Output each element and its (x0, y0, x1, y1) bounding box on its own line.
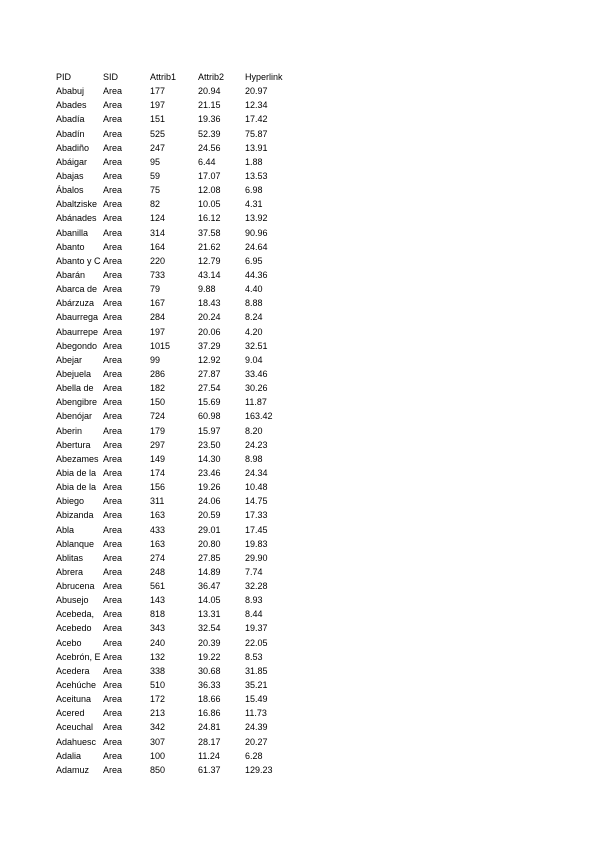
cell-attrib1: 163 (150, 510, 166, 521)
cell-attrib1: 82 (150, 199, 161, 210)
cell-attrib2: 23.50 (198, 439, 221, 450)
cell-attrib2: 20.94 (198, 86, 221, 97)
cell-attrib2: 19.26 (198, 482, 221, 493)
cell-hyperlink: 17.42 (245, 114, 268, 125)
cell-pid: Abarán (56, 269, 86, 280)
cell-attrib1: 342 (150, 722, 166, 733)
cell-pid: Abusejo (56, 595, 89, 606)
header-attrib2: Attrib2 (198, 72, 225, 82)
cell-hyperlink: 14.75 (245, 496, 268, 507)
cell-hyperlink: 32.28 (245, 581, 268, 592)
cell-attrib2: 13.31 (198, 609, 221, 620)
cell-hyperlink: 1.88 (245, 156, 263, 167)
cell-sid: Area (103, 651, 123, 662)
cell-attrib1: 149 (150, 453, 166, 464)
cell-pid: Acebedo (56, 623, 92, 634)
header-attrib1: Attrib1 (150, 72, 177, 82)
cell-hyperlink: 75.87 (245, 128, 268, 139)
cell-attrib1: 850 (150, 764, 166, 775)
cell-attrib2: 24.06 (198, 496, 221, 507)
cell-attrib2: 20.24 (198, 312, 221, 323)
cell-attrib1: 143 (150, 595, 166, 606)
cell-sid: Area (103, 142, 123, 153)
cell-sid: Area (103, 680, 123, 691)
cell-sid: Area (103, 269, 123, 280)
cell-sid: Area (103, 694, 123, 705)
cell-hyperlink: 24.23 (245, 439, 268, 450)
cell-attrib2: 12.92 (198, 354, 221, 365)
cell-attrib1: 240 (150, 637, 166, 648)
cell-attrib2: 21.15 (198, 100, 221, 111)
cell-hyperlink: 11.87 (245, 397, 267, 408)
cell-hyperlink: 4.40 (245, 284, 263, 295)
cell-attrib2: 10.05 (198, 199, 221, 210)
cell-sid: Area (103, 637, 123, 648)
cell-attrib2: 20.39 (198, 637, 221, 648)
cell-sid: Area (103, 595, 123, 606)
cell-pid: Abanilla (56, 227, 89, 238)
cell-hyperlink: 13.53 (245, 170, 268, 181)
cell-pid: Abejuela (56, 368, 92, 379)
cell-pid: Acered (56, 708, 85, 719)
cell-pid: Abezames (56, 453, 99, 464)
cell-sid: Area (103, 298, 123, 309)
cell-attrib2: 17.07 (198, 170, 221, 181)
cell-sid: Area (103, 227, 123, 238)
cell-pid: Ablanque (56, 538, 95, 549)
cell-sid: Area (103, 383, 123, 394)
cell-sid: Area (103, 467, 123, 478)
cell-pid: Abades (56, 100, 87, 111)
cell-pid: Acebrón, E (56, 651, 101, 662)
cell-attrib1: 561 (150, 581, 166, 592)
cell-attrib1: 247 (150, 142, 166, 153)
cell-sid: Area (103, 340, 123, 351)
cell-attrib1: 156 (150, 482, 166, 493)
cell-sid: Area (103, 241, 123, 252)
cell-attrib2: 15.97 (198, 425, 221, 436)
cell-attrib2: 36.33 (198, 680, 221, 691)
cell-sid: Area (103, 156, 123, 167)
cell-hyperlink: 13.92 (245, 213, 268, 224)
cell-hyperlink: 8.93 (245, 595, 263, 606)
cell-pid: Abáigar (56, 156, 88, 167)
cell-hyperlink: 7.74 (245, 566, 263, 577)
cell-hyperlink: 33.46 (245, 368, 268, 379)
cell-sid: Area (103, 86, 123, 97)
cell-hyperlink: 4.20 (245, 326, 263, 337)
cell-attrib2: 37.29 (198, 340, 221, 351)
cell-pid: Ababuj (56, 86, 85, 97)
cell-hyperlink: 6.28 (245, 750, 263, 761)
header-pid: PID (56, 72, 72, 82)
cell-hyperlink: 44.36 (245, 269, 268, 280)
cell-hyperlink: 19.83 (245, 538, 268, 549)
cell-pid: Abadín (56, 128, 85, 139)
cell-sid: Area (103, 326, 123, 337)
cell-pid: Acebo (56, 637, 82, 648)
cell-attrib1: 213 (150, 708, 166, 719)
cell-pid: Aceuchal (56, 722, 94, 733)
cell-sid: Area (103, 100, 123, 111)
cell-pid: Abla (56, 524, 75, 535)
cell-hyperlink: 4.31 (245, 199, 263, 210)
cell-sid: Area (103, 213, 123, 224)
cell-sid: Area (103, 538, 123, 549)
cell-attrib2: 52.39 (198, 128, 221, 139)
cell-attrib2: 37.58 (198, 227, 221, 238)
cell-attrib2: 15.69 (198, 397, 221, 408)
cell-sid: Area (103, 453, 123, 464)
cell-pid: Abrucena (56, 581, 95, 592)
cell-attrib2: 27.85 (198, 552, 221, 563)
cell-attrib1: 59 (150, 170, 161, 181)
cell-pid: Abenójar (56, 411, 93, 422)
cell-attrib1: 274 (150, 552, 166, 563)
cell-hyperlink: 11.73 (245, 708, 267, 719)
cell-pid: Abánades (56, 213, 97, 224)
cell-attrib1: 151 (150, 114, 166, 125)
cell-pid: Acedera (56, 665, 90, 676)
cell-attrib2: 36.47 (198, 581, 221, 592)
cell-pid: Abegondo (56, 340, 98, 351)
cell-attrib1: 79 (150, 284, 161, 295)
cell-hyperlink: 8.88 (245, 298, 263, 309)
cell-attrib2: 16.12 (198, 213, 221, 224)
cell-hyperlink: 24.34 (245, 467, 268, 478)
cell-attrib2: 12.79 (198, 255, 221, 266)
cell-attrib1: 1015 (150, 340, 171, 351)
cell-pid: Abejar (56, 354, 83, 365)
cell-pid: Abia de la (56, 482, 97, 493)
cell-sid: Area (103, 581, 123, 592)
cell-attrib1: 220 (150, 255, 166, 266)
cell-attrib1: 95 (150, 156, 161, 167)
cell-attrib2: 20.06 (198, 326, 221, 337)
cell-pid: Acehúche (56, 680, 97, 691)
cell-sid: Area (103, 510, 123, 521)
cell-sid: Area (103, 199, 123, 210)
cell-pid: Abadía (56, 114, 85, 125)
cell-attrib1: 174 (150, 467, 166, 478)
cell-pid: Acebeda, (56, 609, 95, 620)
cell-attrib1: 724 (150, 411, 166, 422)
cell-attrib2: 14.05 (198, 595, 221, 606)
cell-pid: Abarca de (56, 284, 98, 295)
cell-attrib1: 75 (150, 185, 161, 196)
cell-attrib2: 61.37 (198, 764, 221, 775)
cell-attrib2: 32.54 (198, 623, 221, 634)
cell-attrib1: 100 (150, 750, 166, 761)
cell-hyperlink: 9.04 (245, 354, 263, 365)
cell-attrib1: 179 (150, 425, 166, 436)
cell-attrib2: 18.43 (198, 298, 221, 309)
cell-hyperlink: 31.85 (245, 665, 268, 676)
cell-attrib1: 167 (150, 298, 166, 309)
cell-attrib1: 307 (150, 736, 166, 747)
cell-attrib2: 19.22 (198, 651, 221, 662)
cell-pid: Ábalos (56, 185, 84, 196)
cell-attrib1: 311 (150, 496, 165, 507)
cell-sid: Area (103, 609, 123, 620)
cell-hyperlink: 13.91 (245, 142, 268, 153)
cell-pid: Ablitas (56, 552, 84, 563)
cell-hyperlink: 90.96 (245, 227, 268, 238)
cell-hyperlink: 12.34 (245, 100, 268, 111)
cell-pid: Abiego (56, 496, 85, 507)
cell-attrib2: 14.89 (198, 566, 221, 577)
cell-attrib2: 12.08 (198, 185, 221, 196)
cell-attrib1: 818 (150, 609, 166, 620)
cell-attrib1: 197 (150, 100, 166, 111)
cell-attrib1: 164 (150, 241, 166, 252)
cell-hyperlink: 8.98 (245, 453, 263, 464)
cell-hyperlink: 32.51 (245, 340, 268, 351)
cell-hyperlink: 8.24 (245, 312, 263, 323)
cell-attrib1: 248 (150, 566, 166, 577)
cell-attrib2: 24.81 (198, 722, 221, 733)
cell-hyperlink: 22.05 (245, 637, 268, 648)
cell-hyperlink: 24.39 (245, 722, 268, 733)
cell-attrib1: 284 (150, 312, 166, 323)
cell-attrib2: 18.66 (198, 694, 221, 705)
cell-hyperlink: 8.20 (245, 425, 263, 436)
cell-sid: Area (103, 764, 123, 775)
cell-sid: Area (103, 708, 123, 719)
cell-attrib1: 124 (150, 213, 166, 224)
cell-sid: Area (103, 397, 123, 408)
header-hyperlink: Hyperlink (245, 72, 283, 82)
cell-attrib2: 9.88 (198, 284, 216, 295)
cell-hyperlink: 20.97 (245, 86, 268, 97)
cell-hyperlink: 19.37 (245, 623, 268, 634)
cell-attrib2: 23.46 (198, 467, 221, 478)
cell-attrib1: 177 (150, 86, 166, 97)
cell-attrib1: 433 (150, 524, 166, 535)
cell-pid: Aberin (56, 425, 83, 436)
cell-attrib2: 30.68 (198, 665, 221, 676)
cell-hyperlink: 163.42 (245, 411, 273, 422)
cell-pid: Adamuz (56, 764, 90, 775)
cell-pid: Abizanda (56, 510, 94, 521)
cell-attrib1: 163 (150, 538, 166, 549)
cell-attrib1: 197 (150, 326, 166, 337)
cell-sid: Area (103, 185, 123, 196)
cell-hyperlink: 129.23 (245, 764, 273, 775)
cell-hyperlink: 17.45 (245, 524, 268, 535)
cell-pid: Abella de (56, 383, 94, 394)
cell-attrib2: 20.59 (198, 510, 221, 521)
cell-pid: Abertura (56, 439, 91, 450)
cell-attrib2: 43.14 (198, 269, 221, 280)
cell-pid: Aceituna (56, 694, 92, 705)
cell-sid: Area (103, 255, 123, 266)
cell-attrib2: 28.17 (198, 736, 221, 747)
cell-sid: Area (103, 114, 123, 125)
cell-sid: Area (103, 128, 123, 139)
cell-sid: Area (103, 411, 123, 422)
cell-hyperlink: 8.44 (245, 609, 263, 620)
cell-sid: Area (103, 524, 123, 535)
cell-sid: Area (103, 284, 123, 295)
cell-sid: Area (103, 368, 123, 379)
cell-pid: Abia de la (56, 467, 97, 478)
cell-attrib1: 99 (150, 354, 161, 365)
cell-sid: Area (103, 722, 123, 733)
cell-hyperlink: 17.33 (245, 510, 268, 521)
cell-hyperlink: 20.27 (245, 736, 268, 747)
cell-attrib2: 14.30 (198, 453, 221, 464)
cell-hyperlink: 35.21 (245, 680, 268, 691)
cell-attrib2: 27.54 (198, 383, 221, 394)
cell-sid: Area (103, 482, 123, 493)
cell-hyperlink: 24.64 (245, 241, 268, 252)
cell-attrib1: 343 (150, 623, 166, 634)
cell-sid: Area (103, 312, 123, 323)
cell-pid: Abárzuza (56, 298, 95, 309)
cell-pid: Abaurrega (56, 312, 99, 323)
cell-pid: Abrera (56, 566, 84, 577)
cell-attrib1: 150 (150, 397, 166, 408)
cell-attrib1: 182 (150, 383, 166, 394)
cell-hyperlink: 8.53 (245, 651, 263, 662)
cell-sid: Area (103, 736, 123, 747)
cell-pid: Adalia (56, 750, 82, 761)
cell-pid: Abaurrepe (56, 326, 99, 337)
cell-attrib1: 286 (150, 368, 166, 379)
cell-attrib1: 172 (150, 694, 166, 705)
cell-sid: Area (103, 750, 123, 761)
cell-attrib2: 21.62 (198, 241, 221, 252)
cell-attrib1: 314 (150, 227, 166, 238)
cell-attrib2: 27.87 (198, 368, 221, 379)
cell-hyperlink: 30.26 (245, 383, 268, 394)
cell-sid: Area (103, 665, 123, 676)
cell-hyperlink: 6.95 (245, 255, 263, 266)
cell-attrib2: 60.98 (198, 411, 221, 422)
cell-hyperlink: 15.49 (245, 694, 268, 705)
cell-attrib2: 29.01 (198, 524, 221, 535)
cell-attrib1: 297 (150, 439, 166, 450)
cell-sid: Area (103, 439, 123, 450)
cell-sid: Area (103, 623, 123, 634)
cell-attrib1: 510 (150, 680, 166, 691)
cell-hyperlink: 10.48 (245, 482, 268, 493)
cell-attrib1: 132 (150, 651, 166, 662)
cell-sid: Area (103, 552, 123, 563)
cell-attrib2: 11.24 (198, 750, 220, 761)
cell-sid: Area (103, 425, 123, 436)
cell-pid: Adahuesc (56, 736, 97, 747)
cell-hyperlink: 6.98 (245, 185, 263, 196)
cell-pid: Abaltziske (56, 199, 98, 210)
cell-sid: Area (103, 170, 123, 181)
cell-pid: Abajas (56, 170, 84, 181)
cell-pid: Abadiño (56, 142, 90, 153)
cell-attrib2: 24.56 (198, 142, 221, 153)
cell-attrib1: 338 (150, 665, 166, 676)
header-sid: SID (103, 72, 119, 82)
cell-attrib1: 525 (150, 128, 166, 139)
cell-sid: Area (103, 354, 123, 365)
cell-hyperlink: 29.90 (245, 552, 268, 563)
cell-pid: Abanto y C (56, 255, 101, 266)
cell-attrib2: 6.44 (198, 156, 216, 167)
cell-pid: Abengibre (56, 397, 98, 408)
cell-attrib2: 16.86 (198, 708, 221, 719)
cell-attrib2: 20.80 (198, 538, 221, 549)
cell-attrib1: 733 (150, 269, 166, 280)
cell-attrib2: 19.36 (198, 114, 221, 125)
cell-sid: Area (103, 566, 123, 577)
cell-pid: Abanto (56, 241, 85, 252)
cell-sid: Area (103, 496, 123, 507)
